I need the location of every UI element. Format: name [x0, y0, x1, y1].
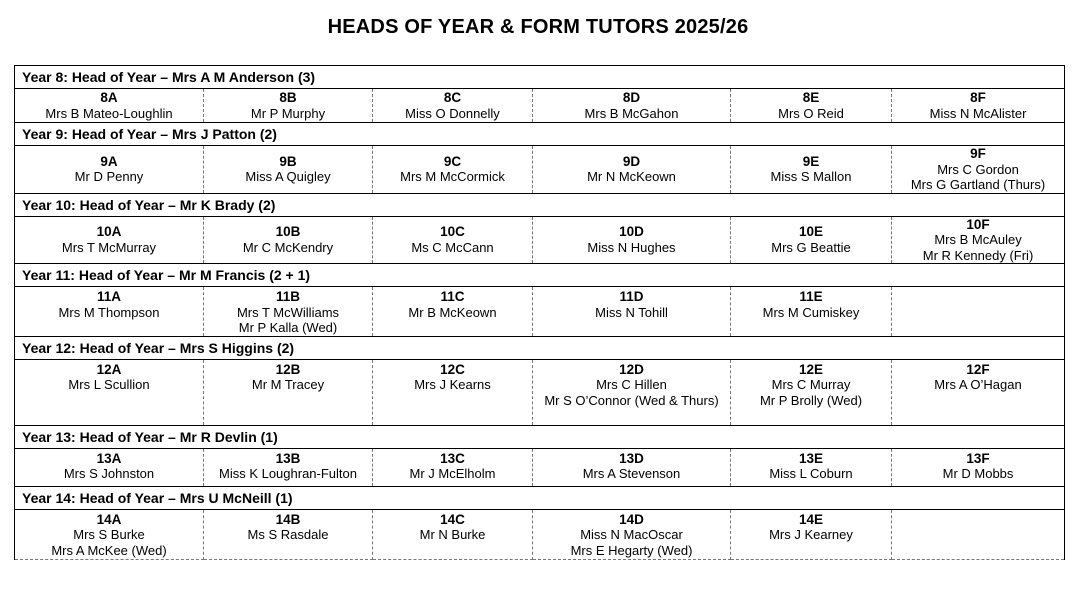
form-code: 14B: [275, 511, 301, 527]
form-cell: [533, 509, 731, 559]
year-heading: Year 14: Head of Year – Mrs U McNeill (1): [15, 486, 1065, 509]
form-tutor: Mr J McElholm: [409, 466, 496, 481]
form-cell: [15, 509, 204, 559]
form-code: 14D: [619, 511, 644, 527]
form-code: 8D: [622, 90, 641, 105]
form-tutor: Mr P Kalla (Wed): [238, 320, 338, 335]
form-tutor: Mr D Mobbs: [942, 466, 1014, 481]
form-tutor: Mrs M McCormick: [400, 169, 505, 185]
form-cell: [731, 448, 892, 486]
form-code: 13D: [619, 450, 644, 466]
form-cell: [533, 146, 731, 194]
form-cell: [15, 89, 204, 123]
form-tutor: Mr P Murphy: [250, 105, 326, 121]
form-code: 11C: [440, 289, 465, 304]
form-code: 9A: [100, 153, 118, 169]
form-cell: [204, 359, 373, 425]
form-row: [15, 359, 1065, 425]
form-tutor: Mr N Burke: [419, 527, 486, 542]
form-tutor: Mrs S Burke: [73, 527, 145, 542]
form-tutor: Mrs M Thompson: [58, 304, 160, 320]
year-heading: Year 8: Head of Year – Mrs A M Anderson (3): [15, 66, 1065, 89]
form-tutor: Ms C McCann: [411, 239, 494, 255]
form-tutor: Miss N Hughes: [587, 239, 676, 255]
form-tutor: Mrs E Hegarty (Wed): [570, 542, 693, 558]
form-code: 13A: [96, 450, 122, 466]
form-cell: [15, 146, 204, 194]
form-cell: [204, 146, 373, 194]
form-code: 8E: [802, 90, 820, 105]
form-code: 14C: [440, 511, 465, 527]
year-heading-row: [15, 123, 1065, 146]
form-tutor: Miss A Quigley: [245, 169, 331, 185]
form-tutor: Mrs J Kearns: [414, 377, 491, 392]
form-cell: [731, 216, 892, 264]
year-heading: Year 9: Head of Year – Mrs J Patton (2): [15, 123, 1065, 146]
form-code: 12E: [798, 361, 824, 377]
form-cell: [373, 359, 533, 425]
form-tutor: Mr R Kennedy (Fri): [922, 247, 1034, 263]
form-code: 9C: [443, 153, 462, 169]
form-cell: [533, 216, 731, 264]
form-tutor: Mrs C Murray: [771, 377, 851, 392]
form-cell: [533, 359, 731, 425]
form-code: 11A: [96, 289, 122, 304]
form-cell: [373, 509, 533, 559]
year-heading-row: [15, 336, 1065, 359]
form-tutor: Mr N McKeown: [587, 169, 676, 185]
form-cell: [204, 89, 373, 123]
form-tutor: Mrs G Beattie: [771, 239, 851, 255]
form-code: 8A: [100, 90, 118, 105]
form-code: 13F: [966, 450, 990, 466]
form-tutor: Mr D Penny: [74, 169, 144, 185]
form-row: [15, 89, 1065, 123]
form-code: 10E: [798, 224, 824, 240]
empty-cell: [892, 287, 1065, 337]
form-cell: [373, 89, 533, 123]
form-tutor: Mrs T McWilliams: [236, 304, 340, 320]
form-code: 11B: [275, 289, 301, 304]
form-code: 8C: [443, 90, 462, 105]
year-heading-row: [15, 264, 1065, 287]
form-cell: [731, 359, 892, 425]
year-heading-row: [15, 486, 1065, 509]
form-cell: [892, 448, 1065, 486]
form-tutor: Mrs S Johnston: [63, 466, 155, 481]
form-tutor: Mrs A Stevenson: [582, 466, 681, 481]
form-code: 10D: [619, 224, 644, 240]
form-cell: [373, 287, 533, 337]
form-code: 13B: [275, 450, 301, 466]
form-cell: [892, 89, 1065, 123]
form-cell: [533, 287, 731, 337]
form-code: 14E: [798, 511, 824, 527]
form-code: 10B: [275, 224, 301, 240]
year-heading-row: [15, 425, 1065, 448]
form-code: 12C: [440, 361, 465, 377]
form-cell: [533, 89, 731, 123]
form-tutor: Miss N McAlister: [929, 105, 1027, 121]
form-tutor: Miss K Loughran-Fulton: [218, 466, 357, 481]
form-tutor: Miss L Coburn: [769, 466, 853, 481]
form-cell: [204, 509, 373, 559]
tutors-table-body: [15, 66, 1065, 560]
form-tutor: Mrs J Kearney: [769, 527, 853, 542]
form-cell: [892, 216, 1065, 264]
form-tutor: Mrs A O’Hagan: [934, 377, 1022, 392]
form-code: 13E: [798, 450, 824, 466]
form-cell: [731, 146, 892, 194]
form-tutor: Mrs B Mateo-Loughlin: [45, 105, 173, 121]
form-tutor: Miss O Donnelly: [405, 105, 500, 121]
form-code: 13C: [440, 450, 465, 466]
form-code: 9E: [802, 153, 820, 169]
form-cell: [731, 509, 892, 559]
form-cell: [373, 216, 533, 264]
form-code: 14A: [96, 511, 122, 527]
form-code: 9F: [970, 146, 986, 161]
form-cell: [204, 216, 373, 264]
form-cell: [892, 146, 1065, 194]
form-tutor: Mrs M Cumiskey: [762, 304, 860, 320]
form-cell: [204, 448, 373, 486]
form-tutor: Miss N Tohill: [595, 304, 668, 320]
form-tutor: Mrs O Reid: [778, 105, 844, 121]
form-tutor: Miss N MacOscar: [580, 527, 683, 542]
form-tutor: Mr M Tracey: [251, 377, 325, 392]
form-code: 12F: [966, 361, 990, 377]
form-row: [15, 448, 1065, 486]
form-code: 10C: [440, 224, 465, 240]
form-row: [15, 287, 1065, 337]
year-heading: Year 11: Head of Year – Mr M Francis (2 + 1): [15, 264, 1065, 287]
form-tutor: Ms S Rasdale: [247, 527, 329, 542]
form-code: 12D: [619, 361, 644, 377]
form-cell: [15, 359, 204, 425]
page-title: HEADS OF YEAR & FORM TUTORS 2025/26: [327, 16, 749, 38]
form-code: 12B: [275, 361, 301, 377]
form-cell: [373, 146, 533, 194]
form-tutor: Mrs G Gartland (Thurs): [910, 177, 1046, 192]
form-tutor: Mrs L Scullion: [68, 377, 150, 392]
form-row: [15, 216, 1065, 264]
form-tutor: Mrs C Gordon: [937, 161, 1019, 177]
form-code: 9D: [622, 153, 641, 169]
form-cell: [373, 448, 533, 486]
year-heading-row: [15, 193, 1065, 216]
form-row: [15, 146, 1065, 194]
form-code: 10F: [966, 216, 990, 232]
form-tutor: Mr P Brolly (Wed): [759, 392, 863, 408]
form-code: 8B: [279, 90, 297, 105]
form-tutor: Mrs T McMurray: [61, 239, 157, 255]
form-cell: [15, 287, 204, 337]
empty-cell: [892, 509, 1065, 559]
year-heading-row: [15, 66, 1065, 89]
form-tutor: Mrs B McGahon: [584, 105, 679, 121]
form-cell: [204, 287, 373, 337]
form-cell: [15, 216, 204, 264]
form-cell: [731, 89, 892, 123]
year-heading: Year 13: Head of Year – Mr R Devlin (1): [15, 425, 1065, 448]
form-cell: [15, 448, 204, 486]
form-tutor: Mrs B McAuley: [934, 232, 1022, 247]
form-cell: [533, 448, 731, 486]
form-tutor: Mr S O’Connor (Wed & Thurs): [544, 392, 719, 408]
form-code: 11E: [799, 289, 823, 304]
form-cell: [892, 359, 1065, 425]
form-row: [15, 509, 1065, 559]
form-tutor: Mr B McKeown: [408, 304, 497, 320]
form-code: 10A: [96, 224, 122, 240]
form-tutor: Miss S Mallon: [770, 169, 852, 185]
year-heading: Year 12: Head of Year – Mrs S Higgins (2): [15, 336, 1065, 359]
tutors-table: [14, 65, 1065, 560]
form-code: 9B: [279, 153, 297, 169]
form-tutor: Mrs C Hillen: [596, 377, 667, 392]
year-heading: Year 10: Head of Year – Mr K Brady (2): [15, 193, 1065, 216]
form-cell: [731, 287, 892, 337]
form-code: 8F: [970, 90, 986, 105]
form-tutor: Mr C McKendry: [242, 239, 334, 255]
form-code: 12A: [96, 361, 122, 377]
form-tutor: Mrs A McKee (Wed): [51, 542, 167, 558]
form-code: 11D: [619, 289, 644, 304]
